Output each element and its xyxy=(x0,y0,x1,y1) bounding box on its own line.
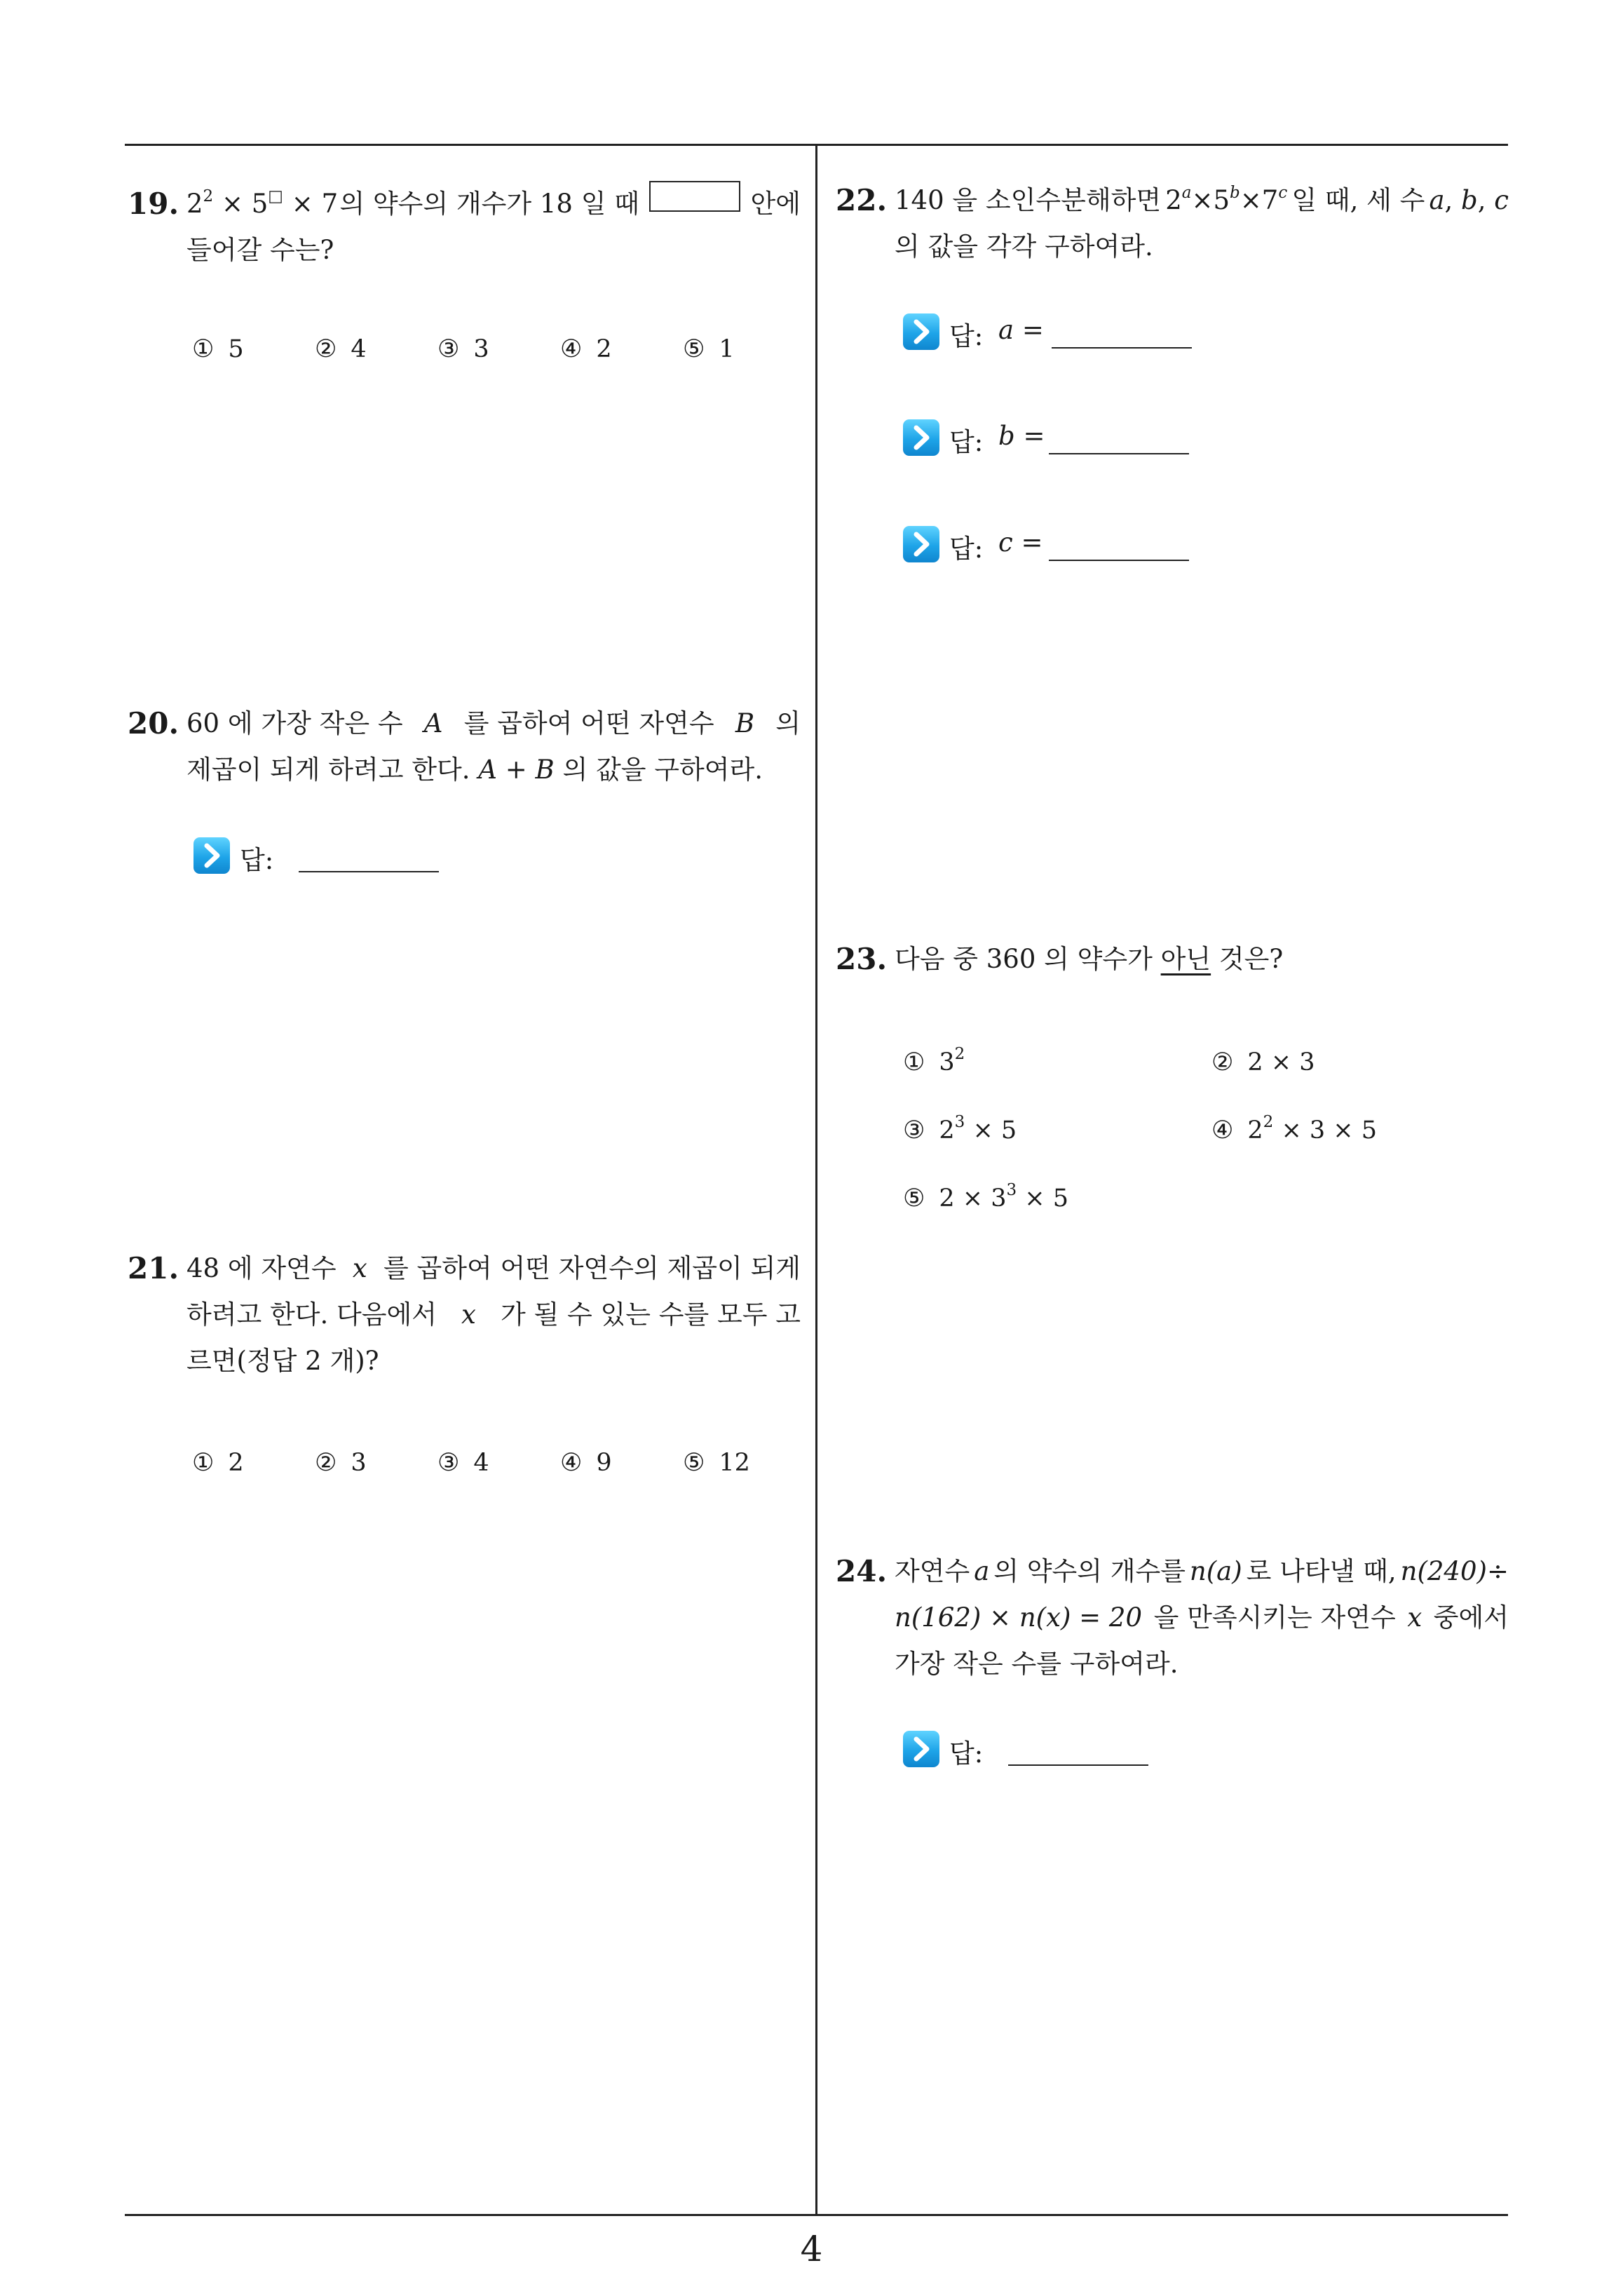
choice[interactable]: ① 2 xyxy=(192,1449,244,1477)
answer-22c xyxy=(903,525,1197,567)
question-number: 23. xyxy=(836,942,888,976)
choice[interactable]: ⑤ $2 \times 3^3 \times 5$ xyxy=(903,1181,1069,1213)
question-line: 의 값을 각각 구하여라. xyxy=(895,231,1153,262)
column-divider xyxy=(815,144,817,2215)
question-number: 20. xyxy=(128,706,179,741)
choice[interactable]: ① 5 xyxy=(192,335,244,363)
choice[interactable]: ⑤ 12 xyxy=(683,1449,750,1477)
question-line: n(162) × n(x) = 20 을 만족시키는 자연수 x 중에서 xyxy=(895,1602,1509,1633)
choice[interactable]: ⑤ 1 xyxy=(683,335,735,363)
question-line: 하려고 한다. 다음에서 x 가 될 수 있는 수를 모두 고 xyxy=(186,1299,801,1330)
choice[interactable]: ② 2 × 3 xyxy=(1211,1048,1315,1076)
answer-blank[interactable] xyxy=(299,871,439,872)
question-line: 가장 작은 수를 구하여라. xyxy=(895,1649,1179,1679)
answer-variable: a = xyxy=(998,315,1044,345)
question-line: 자연수 a 의 약수의 개수를 n(a) 로 나타낼 때, n(240)÷ xyxy=(895,1556,1509,1586)
answer-blank[interactable] xyxy=(1008,1764,1148,1766)
question-line xyxy=(186,181,801,227)
question-22 xyxy=(836,177,1509,270)
expression: $2^a\times 5^b\times 7^c$ xyxy=(1165,184,1288,215)
choice[interactable]: ② 3 xyxy=(315,1449,367,1477)
choices-19 xyxy=(192,335,753,370)
chevron-right-icon xyxy=(193,837,230,874)
question-number: 21. xyxy=(128,1251,179,1285)
page-number: 4 xyxy=(800,2229,823,2269)
bottom-rule xyxy=(125,2214,1508,2216)
answer-24 xyxy=(903,1729,1183,1771)
expression: $2^2 \times 5^□ \times 7$ xyxy=(186,187,339,219)
choices-23 xyxy=(903,1045,1464,1231)
question-line: 48 에 자연수 x 를 곱하여 어떤 자연수의 제곱이 되게 xyxy=(186,1253,801,1283)
chevron-right-icon xyxy=(903,1731,939,1767)
answer-label: 답: xyxy=(949,534,984,564)
question-19 xyxy=(128,181,801,274)
choices-21 xyxy=(192,1449,753,1484)
choice[interactable]: ③ 4 xyxy=(437,1449,489,1477)
chevron-right-icon xyxy=(903,419,939,456)
answer-blank[interactable] xyxy=(1052,347,1192,349)
choice[interactable]: ④ 2 xyxy=(560,335,612,363)
question-text: 안에 xyxy=(750,189,801,219)
question-line: 60 에 가장 작은 수 A 를 곱하여 어떤 자연수 B 의 xyxy=(186,708,801,738)
answer-22b xyxy=(903,418,1197,460)
choice[interactable]: ③ 3 xyxy=(437,335,489,363)
question-21 xyxy=(128,1245,801,1384)
question-24 xyxy=(836,1548,1509,1687)
question-number: 19. xyxy=(128,187,179,221)
question-number: 24. xyxy=(836,1554,888,1588)
chevron-right-icon xyxy=(903,526,939,562)
question-20 xyxy=(128,701,801,793)
question-text: 의 약수의 개수가 18 일 때 xyxy=(339,189,639,219)
question-23 xyxy=(836,936,1509,982)
question-line: 들어갈 수는? xyxy=(186,235,334,265)
question-line: 다음 중 360 의 약수가 아닌 것은? xyxy=(895,944,1284,974)
answer-blank[interactable] xyxy=(1049,560,1189,561)
answer-blank[interactable] xyxy=(1049,453,1189,454)
answer-box xyxy=(649,181,740,212)
answer-label: 답: xyxy=(949,427,984,457)
answer-variable: b = xyxy=(998,421,1045,451)
choice[interactable]: ② 4 xyxy=(315,335,367,363)
answer-22a xyxy=(903,312,1197,354)
question-line: 르면(정답 2 개)? xyxy=(186,1346,379,1376)
question-line: 140 을 소인수분해하면 $2^a\times 5^b\times 7^c$ 일 때, 세 수 a, b, c xyxy=(895,177,1509,224)
choice[interactable]: ① $3^2$ xyxy=(903,1045,965,1076)
answer-label: 답: xyxy=(949,321,984,351)
chevron-right-icon xyxy=(903,313,939,350)
answer-20 xyxy=(193,836,474,878)
emphasis-underline: 아닌 xyxy=(1160,944,1211,974)
choice[interactable]: ③ $2^3 \times 5$ xyxy=(903,1113,1017,1144)
choice[interactable]: ④ 9 xyxy=(560,1449,612,1477)
question-number: 22. xyxy=(836,183,888,217)
question-line: 제곱이 되게 하려고 한다. A + B 의 값을 구하여라. xyxy=(186,755,763,785)
answer-label: 답: xyxy=(240,845,274,875)
choice[interactable]: ④ $2^2 \times 3 \times 5$ xyxy=(1211,1113,1378,1144)
answer-label: 답: xyxy=(949,1738,984,1769)
answer-variable: c = xyxy=(998,527,1043,558)
